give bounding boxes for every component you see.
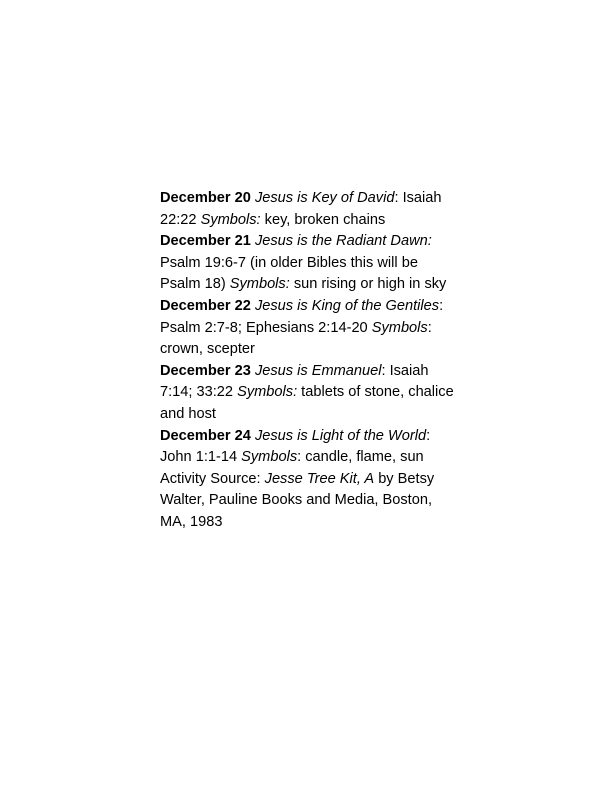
entry-symbols-label: Symbols:	[200, 211, 261, 228]
entry-date: December 20	[160, 190, 251, 206]
entry-symbols: : candle, flame, sun	[297, 449, 424, 466]
entry-symbols: sun rising or high in sky	[289, 276, 447, 293]
entry-date: December 23	[160, 362, 251, 379]
entry-date: December 21	[160, 233, 251, 250]
entry-december-24	[160, 426, 460, 469]
entry-symbols: key, broken chains	[260, 211, 386, 228]
entry-december-21	[160, 231, 460, 296]
entry-title: Jesus is Emmanuel	[254, 362, 382, 379]
entry-reading: : Isaiah 7:14; 33:22	[160, 362, 429, 401]
entry-title: Jesus is the Radiant Dawn:	[254, 233, 432, 250]
entry-reading: : Psalm 2:7-8; Ephesians 2:14-20	[160, 297, 444, 336]
entry-symbols-label: Symbols	[241, 449, 298, 466]
source-label: Activity Source:	[160, 470, 261, 487]
source-details: by Betsy Walter, Pauline Books and Media, Boston, MA, 1983	[160, 470, 435, 530]
entry-reading: Psalm 19:6-7 (in older Bibles this will be Psalm 18)	[160, 254, 418, 293]
entry-symbols-label: Symbols	[371, 319, 428, 336]
entry-reading: Isaiah 22:22	[160, 190, 442, 228]
entry-date: December 22	[160, 297, 251, 314]
entry-symbols: tablets of stone, chalice and host	[160, 384, 454, 422]
entry-december-20	[160, 188, 460, 231]
entry-reading-separator: :	[394, 190, 403, 206]
entry-date: December 24	[160, 427, 251, 444]
entry-symbols: : crown, scepter	[160, 319, 432, 358]
entry-december-23	[160, 361, 460, 426]
entry-symbols-label: Symbols:	[229, 276, 290, 293]
entry-title: Jesus is Light of the World	[254, 427, 427, 444]
source-title: Jesse Tree Kit, A	[264, 470, 375, 487]
entry-title: Jesus is Key of David	[254, 190, 395, 206]
activity-source	[160, 469, 460, 534]
entry-title: Jesus is King of the Gentiles	[254, 297, 440, 314]
entry-reading: : John 1:1-14	[160, 427, 431, 466]
entry-symbols-label: Symbols:	[237, 384, 298, 401]
jesse-tree-schedule	[160, 188, 460, 534]
entry-december-22	[160, 296, 460, 361]
